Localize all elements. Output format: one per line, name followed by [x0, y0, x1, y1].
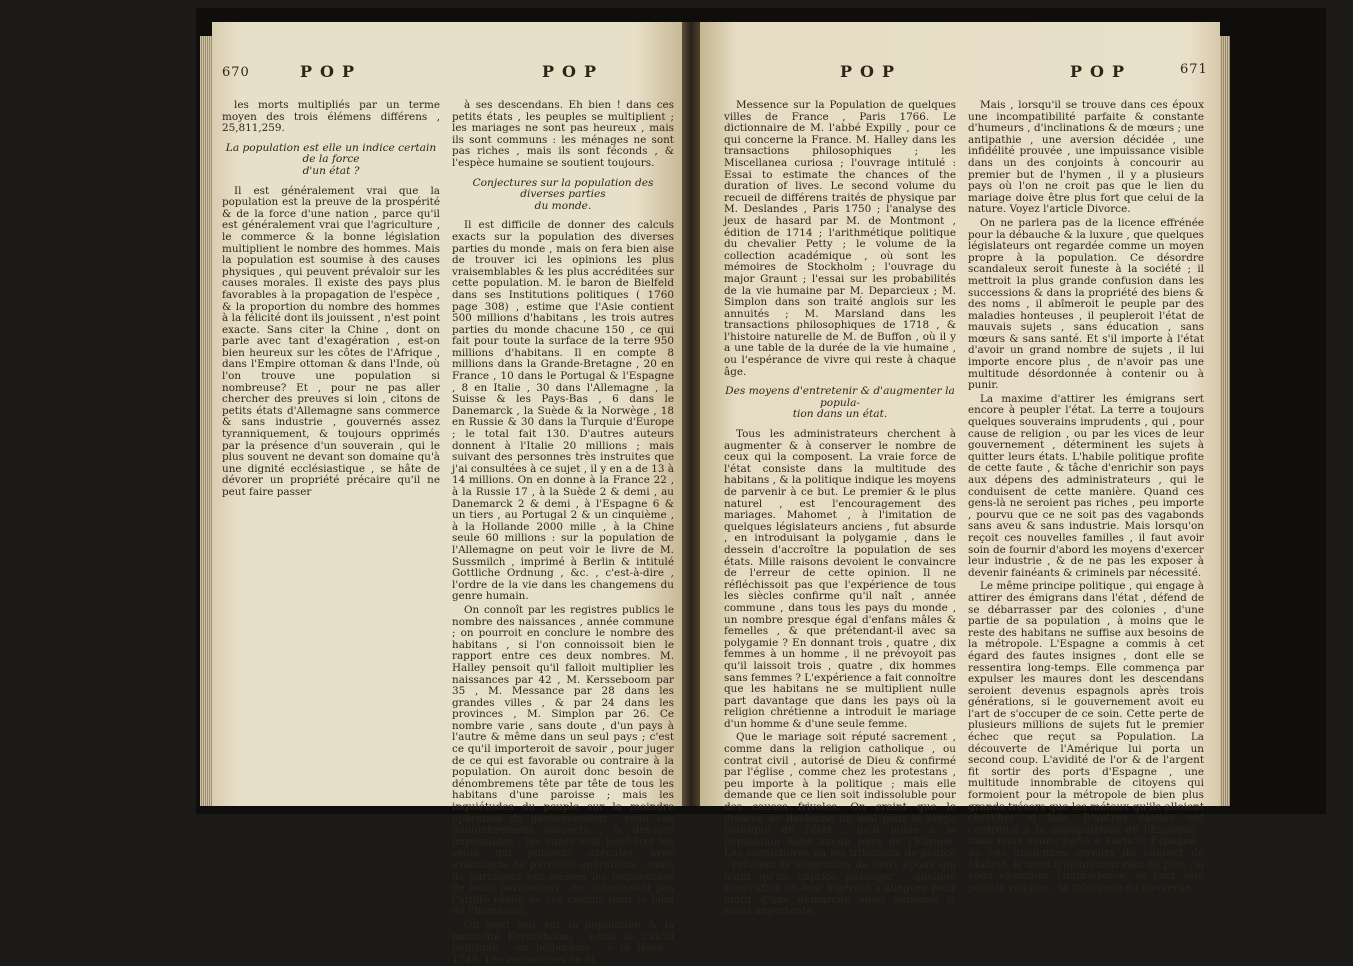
left-page-edges [200, 36, 212, 806]
right-page-edges [1220, 36, 1230, 806]
right-running-head-col1: POP [840, 62, 902, 81]
paragraph: Il est difficile de donner des calculs exacts sur la population des diverses parties du monde , mais on fera bien aise de trouver ici les opinions les plus vraisemblables & les plus accréditées sur cette population. M. le baron de Bielfeld dans ses Institutions politiques ( 1760 page 308) , estime que l'Asie contient 500 millions d'habitans , les trois autres parties du monde chacune 150 , ce qui fait pour toute la surface de la terre 950 millions d'habitans. Il en compte 8 millions dans la Grande-Bretagne , 20 en France , 10 dans le Portugal & l'Espagne , 8 en Italie , 30 dans l'Allemagne , la Suisse & les Pays-Bas , 6 dans le Danemarck , la Suède & la Norwège , 18 en Russie & 30 dans la Turquie d'Europe ; le total fait 130. D'autres auteurs donnent à l'Italie 20 millions ; mais suivant des personnes très instruites que j'ai consultées à ce sujet , il y en a de 13 à 14 millions. On en donne à la France 22 , à la Russie 17 , à la Suède 2 & demi , au Danemarck 2 & demi , à l'Espagne 6 & un tiers , au Portugal 2 & un cinquième , à la Hollande 2000 mille , à la Chine seule 60 millions : sur la population de l'Allemagne on peut voir le livre de M. Sussmilch , imprimé à Berlin & intitulé Gottliche Ordnung , &c. , c'est-à-dire , l'ordre de la vie dans les changemens du genre humain. [452, 219, 674, 603]
right-page-column-1 [724, 99, 956, 918]
left-page-column-1 [222, 100, 440, 790]
section-title: Des moyens d'entretenir & d'augmenter la popula- tion dans un état. [725, 385, 955, 421]
section-title: La population est elle un indice certain de la force d'un état ? [225, 141, 437, 177]
left-running-head-col2: POP [542, 62, 604, 81]
section-title: Conjectures sur la population des diverses parties du monde. [472, 176, 654, 212]
paragraph: Tous les administrateurs cherchent à augmenter & à conserver le nombre de ceux qui la composent. La vraie force de l'état consiste dans la multitude des habitans , & la politique indique les moyens de parvenir à ce but. Le premier & le plus naturel , est l'encouragement des mariages. Mahomet , à l'imitation de quelques législateurs anciens , fut absurde , en introduisant la polygamie , dans le dessein d'accroître la population de ses états. Mille raisons devoient le convaincre de l'erreur de cette opinion. Il ne réfléchissoit pas que l'expérience de tous les siècles confirme qu'il naît , année commune , dans tous les pays du monde , un nombre presque égal d'enfans mâles & femelles , & que prétendant-il avec sa polygamie ? En donnant trois , quatre , dix femmes à un homme , il ne prévoyoit pas qu'il laissoit trois , quatre , dix hommes sans femmes ? L'expérience a fait connoître que les habitans ne se multiplient nulle part davantage que dans les pays où la religion chrétienne a introduit le mariage d'un homme & d'une seule femme. [724, 428, 956, 730]
right-page-number: 671 [1180, 62, 1208, 77]
left-running-head-col1: POP [300, 62, 362, 81]
paragraph: Messence sur la Population de quelques villes de France , Paris 1766. Le dictionnaire de M. l'abbé Expilly , pour ce qui concerne la France. M. Halley dans les transactions philosophiques ; les Miscellanea curiosa ; l'ouvrage intitulé : Essai to estimate the chances of the duration of lives. Le second volume du recueil de différens traités de physique par M. Deslandes , Paris 1750 ; l'analyse des jeux de hasard par M. de Montmont , édition de 1714 ; l'arithmétique politique du chevalier Petty ; le volume de la collection académique , où sont les mémoires de Stockholm ; l'ouvrage du major Graunt ; l'essai sur les probabilités de la vie humaine par M. Deparcieux ; M. Simplon dans son traité anglois sur les annuités ; M. Marsland dans les transactions philosophiques de 1718 , & l'histoire naturelle de M. de Buffon , où il y a une table de la durée de la vie humaine , ou l'espérance de vivre qui reste à chaque âge. [724, 99, 956, 378]
paragraph: à ses descendans. Eh bien ! dans ces petits états , les peuples se multiplient ; les mariages ne sont pas heureux , mais ils sont communs : les ménages ne sont pas riches , mais ils sont féconds , & l'espèce humaine se soutient toujours. [452, 99, 674, 169]
left-page-number: 670 [222, 65, 250, 80]
paragraph: Le même principe politique , qui engage à attirer des émigrans dans l'état , défend de se débarrasser par des colonies , d'une partie de sa population , à moins que le reste des habitans ne suffise aux besoins de la métropole. L'Espagne a commis à cet égard des fautes insignes , dont elle se ressentira long-temps. Elle commença par expulser les maures dont les descendans seroient devenus espagnols après trois générations, si le gouvernement avoit eu l'art de s'occuper de ce soin. Cette perte de plusieurs millions de sujets fut le premier échec que reçut sa Population. La découverte de l'Amérique lui porta un second coup. L'avidité de l'or & de l'argent fit sortir des ports d'Espagne , une multitude innombrable de citoyens qui formoient pour la métropole de bien plus grands trésors que les métaux qu'ils alloient chercher si loin. D'autres causes ont contribué à la dépopulation de l'Espagne , mais nous avons parlé à l'article Espagne , de ces anciennes erreurs du cabinet de Madrid, & nous n'ajouterons rien de plus : si vous examinez l'imprudence, le faux zèle pour la religion , la tolérance du gouverne- [968, 580, 1204, 894]
right-page [700, 22, 1220, 918]
paragraph: Que le mariage soit réputé sacrement , comme dans la religion catholique , ou contrat civil , autorisé de Dieu & confirmé par l'église , comme chez les protestans , peu importe à la politique ; mais elle demande que ce lien soit indissoluble pour des causes frivoles. On craint que le divorce ne devienne un mal pour le corps politique de l'état , qu'il nuise à la population dans aucun pays de l'Europe. Les consistoires ou les tribunaux de justice , refusent la séparation de deux époux qui n'ont qu'un caprice passager , quelque altercation ou leur légereté à alléguer pour motif d'une démarche aussi sérieuse & aussi importante. [724, 731, 956, 918]
paragraph: La maxime d'attirer les émigrans sert encore à peupler l'état. La terre a toujours quelques souverains imprudents , qui , pour cause de religion , ou par les vices de leur gouvernement , déterminent les sujets à quitter leurs états. L'habile politique profite de cette faute , & tâche d'enrichir son pays aux dépens des administrateurs , qui le conduisent de cette manière. Quand ces gens-là ne seroient pas riches , peu importe , pourvu que ce ne soit pas des vagabonds sans aveu & sans industrie. Mais lorsqu'on reçoit ces nouvelles familles , il faut avoir soin de fournir d'abord les moyens d'exercer leur industrie , & de ne pas les exposer à devenir fainéants & criminels par nécessité. [968, 392, 1204, 579]
left-page-column-2 [452, 99, 674, 966]
book-gutter [682, 22, 700, 806]
paragraph: les morts multipliés par un terme moyen des trois élémens différens , 25,811,259. [222, 99, 440, 135]
paragraph: On ne parlera pas de la licence effrénée pour la débauche & la luxure , que quelques législateurs ont regardée comme un moyen propre à la population. Ce désordre scandaleux seroit funeste à la société ; il mettroit la plus grande confusion dans les successions & dans la propriété des biens & des noms , il abîmeroit le peuple par des maladies honteuses , il peupleroit l'état de mauvais sujets , sans éducation , sans mœurs & sans santé. Et s'il importe à l'état d'avoir un grand nombre de sujets , il lui importe encore plus , de n'avoir pas une multitude désordonnée à contenir ou à punir. [968, 216, 1204, 392]
left-page-header [222, 62, 662, 80]
paragraph: On connoît par les registres publics le nombre des naissances , année commune ; on pourroit en conclure le nombre des habitans , si l'on connoissoit bien le rapport entre ces deux nombres. M. Halley pensoit qu'il falloit multiplier les naissances par 42 , M. Kersseboom par 35 , M. Messance par 28 dans les grandes villes , & par 24 dans les provinces , M. Simplon par 26. Ce nombre varie , sans doute , d'un pays à l'autre & même dans un seul pays ; c'est ce qu'il importeroit de savoir , pour juger de ce qui est favorable ou contraire à la population. On auroit donc besoin de dénombremens tête par tête de tous les habitans d'une paroisse ; mais les inquiétudes du peuple sur la moindre opération du gouvernement , rend ces dénombremens suspects , & des-lors impossibles ; les curés sont peut-être les seuls qui puissent exécuter avec exactitude de pareilles opérations ; mais ils partagent eux-mêmes les inquiétudes de leurs paroissiens , ne connoissant pas l'utilité réelle de ces calculs pour le bien de l'humanité. [452, 603, 674, 918]
right-running-head-col2: POP [1070, 62, 1132, 81]
paragraph: On peut voir sur la population & la mortalité Kersseboom , essai de calcul politique , en hollandois , à la Haye , 1748. Les recherches de M. [452, 918, 674, 966]
paragraph: Mais , lorsqu'il se trouve dans ces époux une incompatibilité parfaite & constante d'humeurs , d'inclinations & de mœurs ; une antipathie , une aversion décidée , une infidélité prouvée , une impuissance visible dans un des conjoints à concourir au premier but de l'hymen , il y a plusieurs pays où l'on ne croit pas que le lien du mariage doive être plus fort que celui de la nature. Voyez l'article Divorce. [968, 99, 1204, 216]
left-page [212, 22, 682, 966]
right-page-column-2 [968, 99, 1204, 894]
paragraph: Il est généralement vrai que la population est la preuve de la prospérité & de la force d'une nation , parce qu'il est généralement vrai que l'agriculture , le commerce & la bonne législation multiplient le nombre des hommes. Mais la population est soumise à des causes physiques , qui peuvent prévaloir sur les causes morales. Il existe des pays plus favorables à la propagation de l'espèce , & la proportion du nombre des hommes à la félicité dont ils jouissent , n'est point exacte. Sans citer la Chine , dont on parle avec tant d'exagération , est-on bien heureux sur les côtes de l'Afrique , dans l'Empire ottoman & dans l'Inde, où l'on trouve une population si nombreuse? Et , pour ne pas aller chercher des preuves si loin , citons de petits états d'Allemagne sans commerce & sans industrie , gouvernés assez tyranniquement, & toujours opprimés par la présence d'un souverain , qui le plus souvent ne devant son domaine qu'à une dignité ecclésiastique , se hâte de dévorer un propriété précaire qu'il ne peut faire passer [222, 184, 440, 498]
